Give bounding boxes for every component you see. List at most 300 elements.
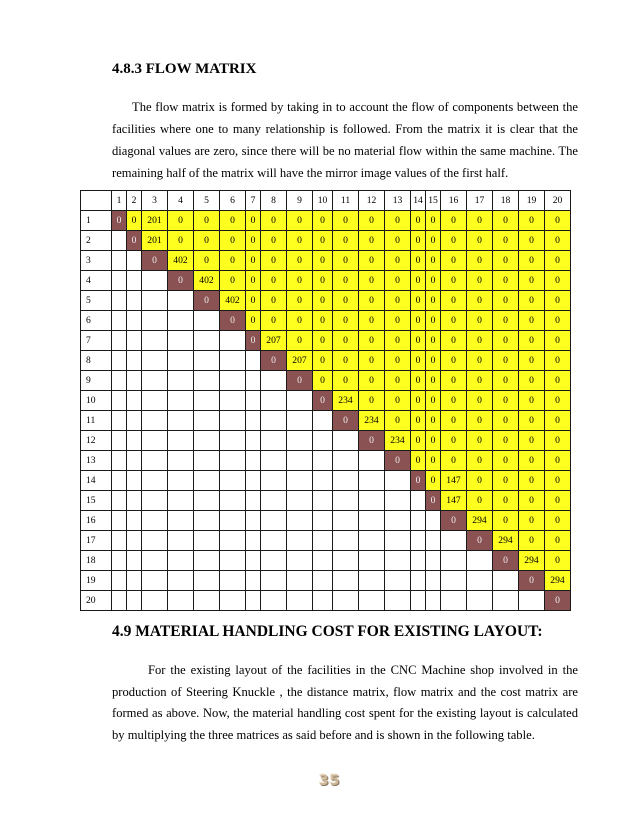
matrix-diagonal-cell: 0 bbox=[142, 251, 168, 271]
matrix-value-cell: 0 bbox=[441, 351, 467, 371]
matrix-value-cell: 0 bbox=[545, 511, 571, 531]
matrix-empty-cell bbox=[246, 391, 261, 411]
matrix-empty-cell bbox=[127, 431, 142, 451]
matrix-empty-cell bbox=[168, 351, 194, 371]
matrix-column-header: 12 bbox=[359, 191, 385, 211]
matrix-value-cell: 0 bbox=[287, 211, 313, 231]
matrix-value-cell: 0 bbox=[493, 271, 519, 291]
matrix-value-cell: 0 bbox=[519, 251, 545, 271]
matrix-empty-cell bbox=[112, 511, 127, 531]
matrix-empty-cell bbox=[467, 591, 493, 611]
matrix-empty-cell bbox=[112, 411, 127, 431]
matrix-empty-cell bbox=[127, 331, 142, 351]
matrix-value-cell: 0 bbox=[441, 311, 467, 331]
matrix-value-cell: 0 bbox=[441, 271, 467, 291]
matrix-empty-cell bbox=[333, 591, 359, 611]
matrix-value-cell: 0 bbox=[411, 331, 426, 351]
matrix-value-cell: 0 bbox=[359, 311, 385, 331]
matrix-diagonal-cell: 0 bbox=[359, 431, 385, 451]
matrix-value-cell: 0 bbox=[333, 351, 359, 371]
matrix-row bbox=[81, 531, 571, 551]
matrix-value-cell: 0 bbox=[493, 491, 519, 511]
matrix-empty-cell bbox=[261, 431, 287, 451]
matrix-value-cell: 0 bbox=[545, 331, 571, 351]
matrix-empty-cell bbox=[359, 491, 385, 511]
matrix-empty-cell bbox=[313, 511, 333, 531]
matrix-value-cell: 0 bbox=[194, 251, 220, 271]
matrix-empty-cell bbox=[246, 451, 261, 471]
matrix-empty-cell bbox=[112, 311, 127, 331]
matrix-row bbox=[81, 391, 571, 411]
matrix-value-cell: 0 bbox=[467, 231, 493, 251]
matrix-value-cell: 0 bbox=[220, 211, 246, 231]
matrix-empty-cell bbox=[261, 371, 287, 391]
matrix-empty-cell bbox=[426, 591, 441, 611]
matrix-value-cell: 0 bbox=[287, 251, 313, 271]
matrix-empty-cell bbox=[142, 431, 168, 451]
matrix-column-header: 20 bbox=[545, 191, 571, 211]
matrix-value-cell: 0 bbox=[261, 251, 287, 271]
matrix-empty-cell bbox=[220, 431, 246, 451]
matrix-empty-cell bbox=[287, 411, 313, 431]
matrix-value-cell: 0 bbox=[426, 371, 441, 391]
matrix-value-cell: 0 bbox=[359, 251, 385, 271]
matrix-empty-cell bbox=[220, 351, 246, 371]
matrix-empty-cell bbox=[246, 591, 261, 611]
matrix-value-cell: 0 bbox=[426, 211, 441, 231]
matrix-empty-cell bbox=[142, 271, 168, 291]
matrix-empty-cell bbox=[287, 391, 313, 411]
matrix-empty-cell bbox=[168, 471, 194, 491]
matrix-row-label: 5 bbox=[81, 291, 112, 311]
matrix-row bbox=[81, 211, 571, 231]
matrix-value-cell: 0 bbox=[313, 231, 333, 251]
matrix-value-cell: 0 bbox=[411, 391, 426, 411]
matrix-empty-cell bbox=[246, 511, 261, 531]
matrix-value-cell: 0 bbox=[493, 431, 519, 451]
matrix-value-cell: 0 bbox=[385, 391, 411, 411]
matrix-empty-cell bbox=[142, 391, 168, 411]
matrix-value-cell: 0 bbox=[545, 411, 571, 431]
matrix-empty-cell bbox=[220, 511, 246, 531]
matrix-value-cell: 0 bbox=[411, 291, 426, 311]
matrix-row bbox=[81, 431, 571, 451]
matrix-value-cell: 0 bbox=[426, 451, 441, 471]
matrix-empty-cell bbox=[168, 551, 194, 571]
matrix-empty-cell bbox=[142, 551, 168, 571]
matrix-empty-cell bbox=[385, 491, 411, 511]
matrix-value-cell: 0 bbox=[426, 291, 441, 311]
matrix-empty-cell bbox=[194, 491, 220, 511]
matrix-empty-cell bbox=[385, 531, 411, 551]
page-number: 35 bbox=[319, 773, 341, 789]
matrix-empty-cell bbox=[426, 511, 441, 531]
matrix-empty-cell bbox=[112, 331, 127, 351]
matrix-column-header: 16 bbox=[441, 191, 467, 211]
matrix-empty-cell bbox=[168, 531, 194, 551]
matrix-value-cell: 294 bbox=[519, 551, 545, 571]
matrix-empty-cell bbox=[220, 411, 246, 431]
matrix-empty-cell bbox=[313, 571, 333, 591]
matrix-empty-cell bbox=[411, 551, 426, 571]
matrix-value-cell: 0 bbox=[426, 231, 441, 251]
matrix-empty-cell bbox=[411, 591, 426, 611]
matrix-diagonal-cell: 0 bbox=[287, 371, 313, 391]
matrix-value-cell: 0 bbox=[313, 311, 333, 331]
matrix-value-cell: 0 bbox=[261, 291, 287, 311]
matrix-empty-cell bbox=[112, 371, 127, 391]
matrix-empty-cell bbox=[142, 351, 168, 371]
matrix-empty-cell bbox=[426, 551, 441, 571]
matrix-diagonal-cell: 0 bbox=[385, 451, 411, 471]
matrix-diagonal-cell: 0 bbox=[246, 331, 261, 351]
matrix-value-cell: 0 bbox=[545, 431, 571, 451]
matrix-empty-cell bbox=[287, 491, 313, 511]
matrix-empty-cell bbox=[287, 511, 313, 531]
matrix-value-cell: 0 bbox=[519, 311, 545, 331]
matrix-value-cell: 0 bbox=[261, 271, 287, 291]
matrix-value-cell: 0 bbox=[313, 331, 333, 351]
matrix-empty-cell bbox=[168, 451, 194, 471]
matrix-value-cell: 0 bbox=[467, 391, 493, 411]
matrix-row bbox=[81, 551, 571, 571]
matrix-empty-cell bbox=[441, 531, 467, 551]
matrix-row bbox=[81, 291, 571, 311]
matrix-value-cell: 0 bbox=[467, 371, 493, 391]
matrix-empty-cell bbox=[168, 371, 194, 391]
matrix-value-cell: 201 bbox=[142, 211, 168, 231]
matrix-empty-cell bbox=[194, 371, 220, 391]
matrix-value-cell: 0 bbox=[220, 271, 246, 291]
matrix-empty-cell bbox=[112, 531, 127, 551]
matrix-value-cell: 0 bbox=[493, 451, 519, 471]
matrix-empty-cell bbox=[168, 571, 194, 591]
matrix-value-cell: 0 bbox=[545, 491, 571, 511]
matrix-value-cell: 0 bbox=[426, 431, 441, 451]
flow-matrix-paragraph: The flow matrix is formed by taking in to account the flow of components between the facilities where one to many relationship is followed. From the matrix it is clear that the diagonal values are zero, since there will be no material flow within the same machine. The remaining half of the matrix will have the mirror image values of the first half. bbox=[112, 100, 578, 180]
matrix-empty-cell bbox=[333, 511, 359, 531]
matrix-empty-cell bbox=[333, 431, 359, 451]
matrix-value-cell: 234 bbox=[333, 391, 359, 411]
matrix-empty-cell bbox=[246, 371, 261, 391]
matrix-empty-cell bbox=[333, 571, 359, 591]
matrix-value-cell: 0 bbox=[411, 351, 426, 371]
matrix-empty-cell bbox=[194, 431, 220, 451]
matrix-empty-cell bbox=[333, 551, 359, 571]
matrix-empty-cell bbox=[127, 491, 142, 511]
matrix-empty-cell bbox=[194, 471, 220, 491]
matrix-empty-cell bbox=[261, 411, 287, 431]
matrix-empty-cell bbox=[385, 511, 411, 531]
matrix-empty-cell bbox=[359, 551, 385, 571]
matrix-empty-cell bbox=[287, 551, 313, 571]
matrix-value-cell: 0 bbox=[519, 511, 545, 531]
matrix-empty-cell bbox=[194, 531, 220, 551]
matrix-diagonal-cell: 0 bbox=[467, 531, 493, 551]
matrix-diagonal-cell: 0 bbox=[519, 571, 545, 591]
matrix-empty-cell bbox=[168, 431, 194, 451]
matrix-value-cell: 0 bbox=[519, 271, 545, 291]
matrix-empty-cell bbox=[246, 351, 261, 371]
matrix-empty-cell bbox=[313, 451, 333, 471]
matrix-empty-cell bbox=[426, 571, 441, 591]
matrix-empty-cell bbox=[333, 491, 359, 511]
matrix-empty-cell bbox=[385, 471, 411, 491]
matrix-empty-cell bbox=[220, 531, 246, 551]
matrix-value-cell: 0 bbox=[467, 331, 493, 351]
matrix-value-cell: 0 bbox=[493, 311, 519, 331]
matrix-empty-cell bbox=[127, 451, 142, 471]
matrix-empty-cell bbox=[441, 551, 467, 571]
matrix-value-cell: 0 bbox=[426, 391, 441, 411]
matrix-empty-cell bbox=[142, 591, 168, 611]
matrix-value-cell: 0 bbox=[385, 371, 411, 391]
matrix-empty-cell bbox=[287, 471, 313, 491]
matrix-empty-cell bbox=[168, 391, 194, 411]
matrix-empty-cell bbox=[220, 571, 246, 591]
matrix-empty-cell bbox=[112, 451, 127, 471]
matrix-value-cell: 0 bbox=[545, 551, 571, 571]
matrix-empty-cell bbox=[220, 391, 246, 411]
matrix-value-cell: 234 bbox=[359, 411, 385, 431]
matrix-value-cell: 0 bbox=[545, 391, 571, 411]
matrix-row bbox=[81, 571, 571, 591]
matrix-empty-cell bbox=[112, 351, 127, 371]
matrix-value-cell: 0 bbox=[467, 491, 493, 511]
matrix-empty-cell bbox=[220, 331, 246, 351]
matrix-row-label: 10 bbox=[81, 391, 112, 411]
matrix-value-cell: 0 bbox=[467, 451, 493, 471]
matrix-value-cell: 0 bbox=[411, 311, 426, 331]
matrix-empty-cell bbox=[359, 511, 385, 531]
matrix-empty-cell bbox=[127, 351, 142, 371]
matrix-column-header: 15 bbox=[426, 191, 441, 211]
matrix-value-cell: 0 bbox=[441, 211, 467, 231]
matrix-row bbox=[81, 451, 571, 471]
matrix-value-cell: 0 bbox=[246, 231, 261, 251]
matrix-empty-cell bbox=[194, 551, 220, 571]
matrix-column-header: 19 bbox=[519, 191, 545, 211]
matrix-value-cell: 0 bbox=[493, 351, 519, 371]
matrix-value-cell: 0 bbox=[545, 371, 571, 391]
matrix-row-label: 11 bbox=[81, 411, 112, 431]
matrix-value-cell: 0 bbox=[441, 291, 467, 311]
matrix-value-cell: 0 bbox=[287, 291, 313, 311]
matrix-value-cell: 0 bbox=[467, 271, 493, 291]
matrix-column-header: 4 bbox=[168, 191, 194, 211]
matrix-value-cell: 0 bbox=[467, 471, 493, 491]
matrix-empty-cell bbox=[194, 571, 220, 591]
matrix-empty-cell bbox=[411, 571, 426, 591]
matrix-value-cell: 0 bbox=[385, 331, 411, 351]
matrix-empty-cell bbox=[261, 551, 287, 571]
matrix-value-cell: 0 bbox=[545, 251, 571, 271]
matrix-empty-cell bbox=[142, 571, 168, 591]
matrix-value-cell: 0 bbox=[545, 471, 571, 491]
matrix-empty-cell bbox=[112, 231, 127, 251]
matrix-column-header: 18 bbox=[493, 191, 519, 211]
matrix-value-cell: 0 bbox=[493, 231, 519, 251]
matrix-empty-cell bbox=[246, 411, 261, 431]
matrix-value-cell: 0 bbox=[493, 411, 519, 431]
matrix-value-cell: 0 bbox=[545, 211, 571, 231]
matrix-value-cell: 0 bbox=[313, 251, 333, 271]
matrix-value-cell: 0 bbox=[493, 371, 519, 391]
matrix-empty-cell bbox=[313, 551, 333, 571]
matrix-empty-cell bbox=[127, 471, 142, 491]
matrix-empty-cell bbox=[127, 291, 142, 311]
matrix-empty-cell bbox=[246, 571, 261, 591]
matrix-empty-cell bbox=[246, 491, 261, 511]
matrix-empty-cell bbox=[287, 451, 313, 471]
matrix-value-cell: 0 bbox=[333, 371, 359, 391]
matrix-value-cell: 0 bbox=[333, 231, 359, 251]
matrix-value-cell: 0 bbox=[385, 251, 411, 271]
matrix-diagonal-cell: 0 bbox=[127, 231, 142, 251]
matrix-column-header: 10 bbox=[313, 191, 333, 211]
matrix-empty-cell bbox=[467, 571, 493, 591]
matrix-value-cell: 0 bbox=[519, 531, 545, 551]
matrix-value-cell: 0 bbox=[333, 271, 359, 291]
matrix-value-cell: 0 bbox=[519, 451, 545, 471]
matrix-empty-cell bbox=[261, 571, 287, 591]
matrix-value-cell: 0 bbox=[385, 311, 411, 331]
matrix-value-cell: 0 bbox=[168, 231, 194, 251]
matrix-empty-cell bbox=[112, 251, 127, 271]
matrix-header-row bbox=[81, 191, 571, 211]
matrix-value-cell: 0 bbox=[467, 291, 493, 311]
matrix-empty-cell bbox=[112, 571, 127, 591]
matrix-value-cell: 0 bbox=[441, 371, 467, 391]
matrix-empty-cell bbox=[142, 411, 168, 431]
matrix-empty-cell bbox=[194, 311, 220, 331]
matrix-empty-cell bbox=[519, 591, 545, 611]
matrix-empty-cell bbox=[127, 391, 142, 411]
matrix-row-label: 1 bbox=[81, 211, 112, 231]
matrix-empty-cell bbox=[246, 431, 261, 451]
matrix-empty-cell bbox=[194, 331, 220, 351]
matrix-empty-cell bbox=[441, 571, 467, 591]
matrix-empty-cell bbox=[168, 411, 194, 431]
matrix-empty-cell bbox=[168, 331, 194, 351]
matrix-row bbox=[81, 591, 571, 611]
matrix-empty-cell bbox=[142, 291, 168, 311]
matrix-value-cell: 0 bbox=[519, 411, 545, 431]
matrix-value-cell: 0 bbox=[426, 471, 441, 491]
matrix-row-label: 17 bbox=[81, 531, 112, 551]
matrix-empty-cell bbox=[112, 291, 127, 311]
matrix-diagonal-cell: 0 bbox=[545, 591, 571, 611]
matrix-empty-cell bbox=[287, 591, 313, 611]
matrix-empty-cell bbox=[313, 531, 333, 551]
matrix-value-cell: 294 bbox=[467, 511, 493, 531]
section-heading-material-handling: 4.9 MATERIAL HANDLING COST FOR EXISTING LAYOUT: bbox=[112, 623, 543, 640]
matrix-empty-cell bbox=[261, 531, 287, 551]
matrix-value-cell: 0 bbox=[545, 291, 571, 311]
matrix-empty-cell bbox=[333, 471, 359, 491]
matrix-empty-cell bbox=[127, 551, 142, 571]
matrix-value-cell: 0 bbox=[467, 351, 493, 371]
matrix-empty-cell bbox=[168, 591, 194, 611]
matrix-column-header: 3 bbox=[142, 191, 168, 211]
matrix-row-label: 12 bbox=[81, 431, 112, 451]
matrix-empty-cell bbox=[493, 591, 519, 611]
matrix-value-cell: 0 bbox=[359, 231, 385, 251]
matrix-empty-cell bbox=[142, 331, 168, 351]
matrix-value-cell: 0 bbox=[545, 531, 571, 551]
matrix-empty-cell bbox=[142, 511, 168, 531]
matrix-value-cell: 0 bbox=[467, 431, 493, 451]
matrix-value-cell: 0 bbox=[545, 351, 571, 371]
matrix-row-label: 13 bbox=[81, 451, 112, 471]
matrix-value-cell: 0 bbox=[385, 231, 411, 251]
matrix-value-cell: 402 bbox=[220, 291, 246, 311]
matrix-empty-cell bbox=[194, 591, 220, 611]
matrix-value-cell: 0 bbox=[359, 291, 385, 311]
matrix-empty-cell bbox=[220, 471, 246, 491]
matrix-value-cell: 0 bbox=[519, 231, 545, 251]
matrix-value-cell: 207 bbox=[261, 331, 287, 351]
matrix-empty-cell bbox=[359, 531, 385, 551]
matrix-empty-cell bbox=[313, 491, 333, 511]
matrix-value-cell: 0 bbox=[313, 271, 333, 291]
matrix-row bbox=[81, 311, 571, 331]
matrix-value-cell: 0 bbox=[359, 391, 385, 411]
matrix-value-cell: 201 bbox=[142, 231, 168, 251]
matrix-empty-cell bbox=[426, 531, 441, 551]
matrix-empty-cell bbox=[112, 551, 127, 571]
matrix-empty-cell bbox=[261, 391, 287, 411]
matrix-empty-cell bbox=[313, 411, 333, 431]
matrix-empty-cell bbox=[493, 571, 519, 591]
matrix-empty-cell bbox=[142, 311, 168, 331]
matrix-row-label: 16 bbox=[81, 511, 112, 531]
matrix-value-cell: 0 bbox=[519, 491, 545, 511]
matrix-row-label: 4 bbox=[81, 271, 112, 291]
matrix-value-cell: 0 bbox=[426, 411, 441, 431]
matrix-empty-cell bbox=[220, 491, 246, 511]
matrix-empty-cell bbox=[261, 451, 287, 471]
matrix-empty-cell bbox=[411, 491, 426, 511]
matrix-value-cell: 0 bbox=[261, 211, 287, 231]
matrix-value-cell: 0 bbox=[519, 391, 545, 411]
matrix-empty-cell bbox=[220, 551, 246, 571]
matrix-column-header: 13 bbox=[385, 191, 411, 211]
matrix-value-cell: 0 bbox=[493, 291, 519, 311]
matrix-value-cell: 0 bbox=[411, 211, 426, 231]
matrix-column-header: 8 bbox=[261, 191, 287, 211]
matrix-empty-cell bbox=[287, 531, 313, 551]
matrix-empty-cell bbox=[127, 271, 142, 291]
matrix-empty-cell bbox=[127, 511, 142, 531]
matrix-row bbox=[81, 251, 571, 271]
matrix-value-cell: 294 bbox=[493, 531, 519, 551]
matrix-value-cell: 0 bbox=[333, 211, 359, 231]
matrix-value-cell: 0 bbox=[467, 211, 493, 231]
section-heading-flow-matrix: 4.8.3 FLOW MATRIX bbox=[112, 61, 257, 77]
matrix-value-cell: 147 bbox=[441, 491, 467, 511]
matrix-empty-cell bbox=[127, 591, 142, 611]
matrix-empty-cell bbox=[194, 511, 220, 531]
matrix-value-cell: 0 bbox=[467, 411, 493, 431]
matrix-empty-cell bbox=[112, 491, 127, 511]
matrix-empty-cell bbox=[127, 371, 142, 391]
matrix-value-cell: 0 bbox=[359, 271, 385, 291]
matrix-diagonal-cell: 0 bbox=[441, 511, 467, 531]
matrix-value-cell: 0 bbox=[467, 311, 493, 331]
matrix-value-cell: 0 bbox=[359, 371, 385, 391]
matrix-empty-cell bbox=[194, 351, 220, 371]
